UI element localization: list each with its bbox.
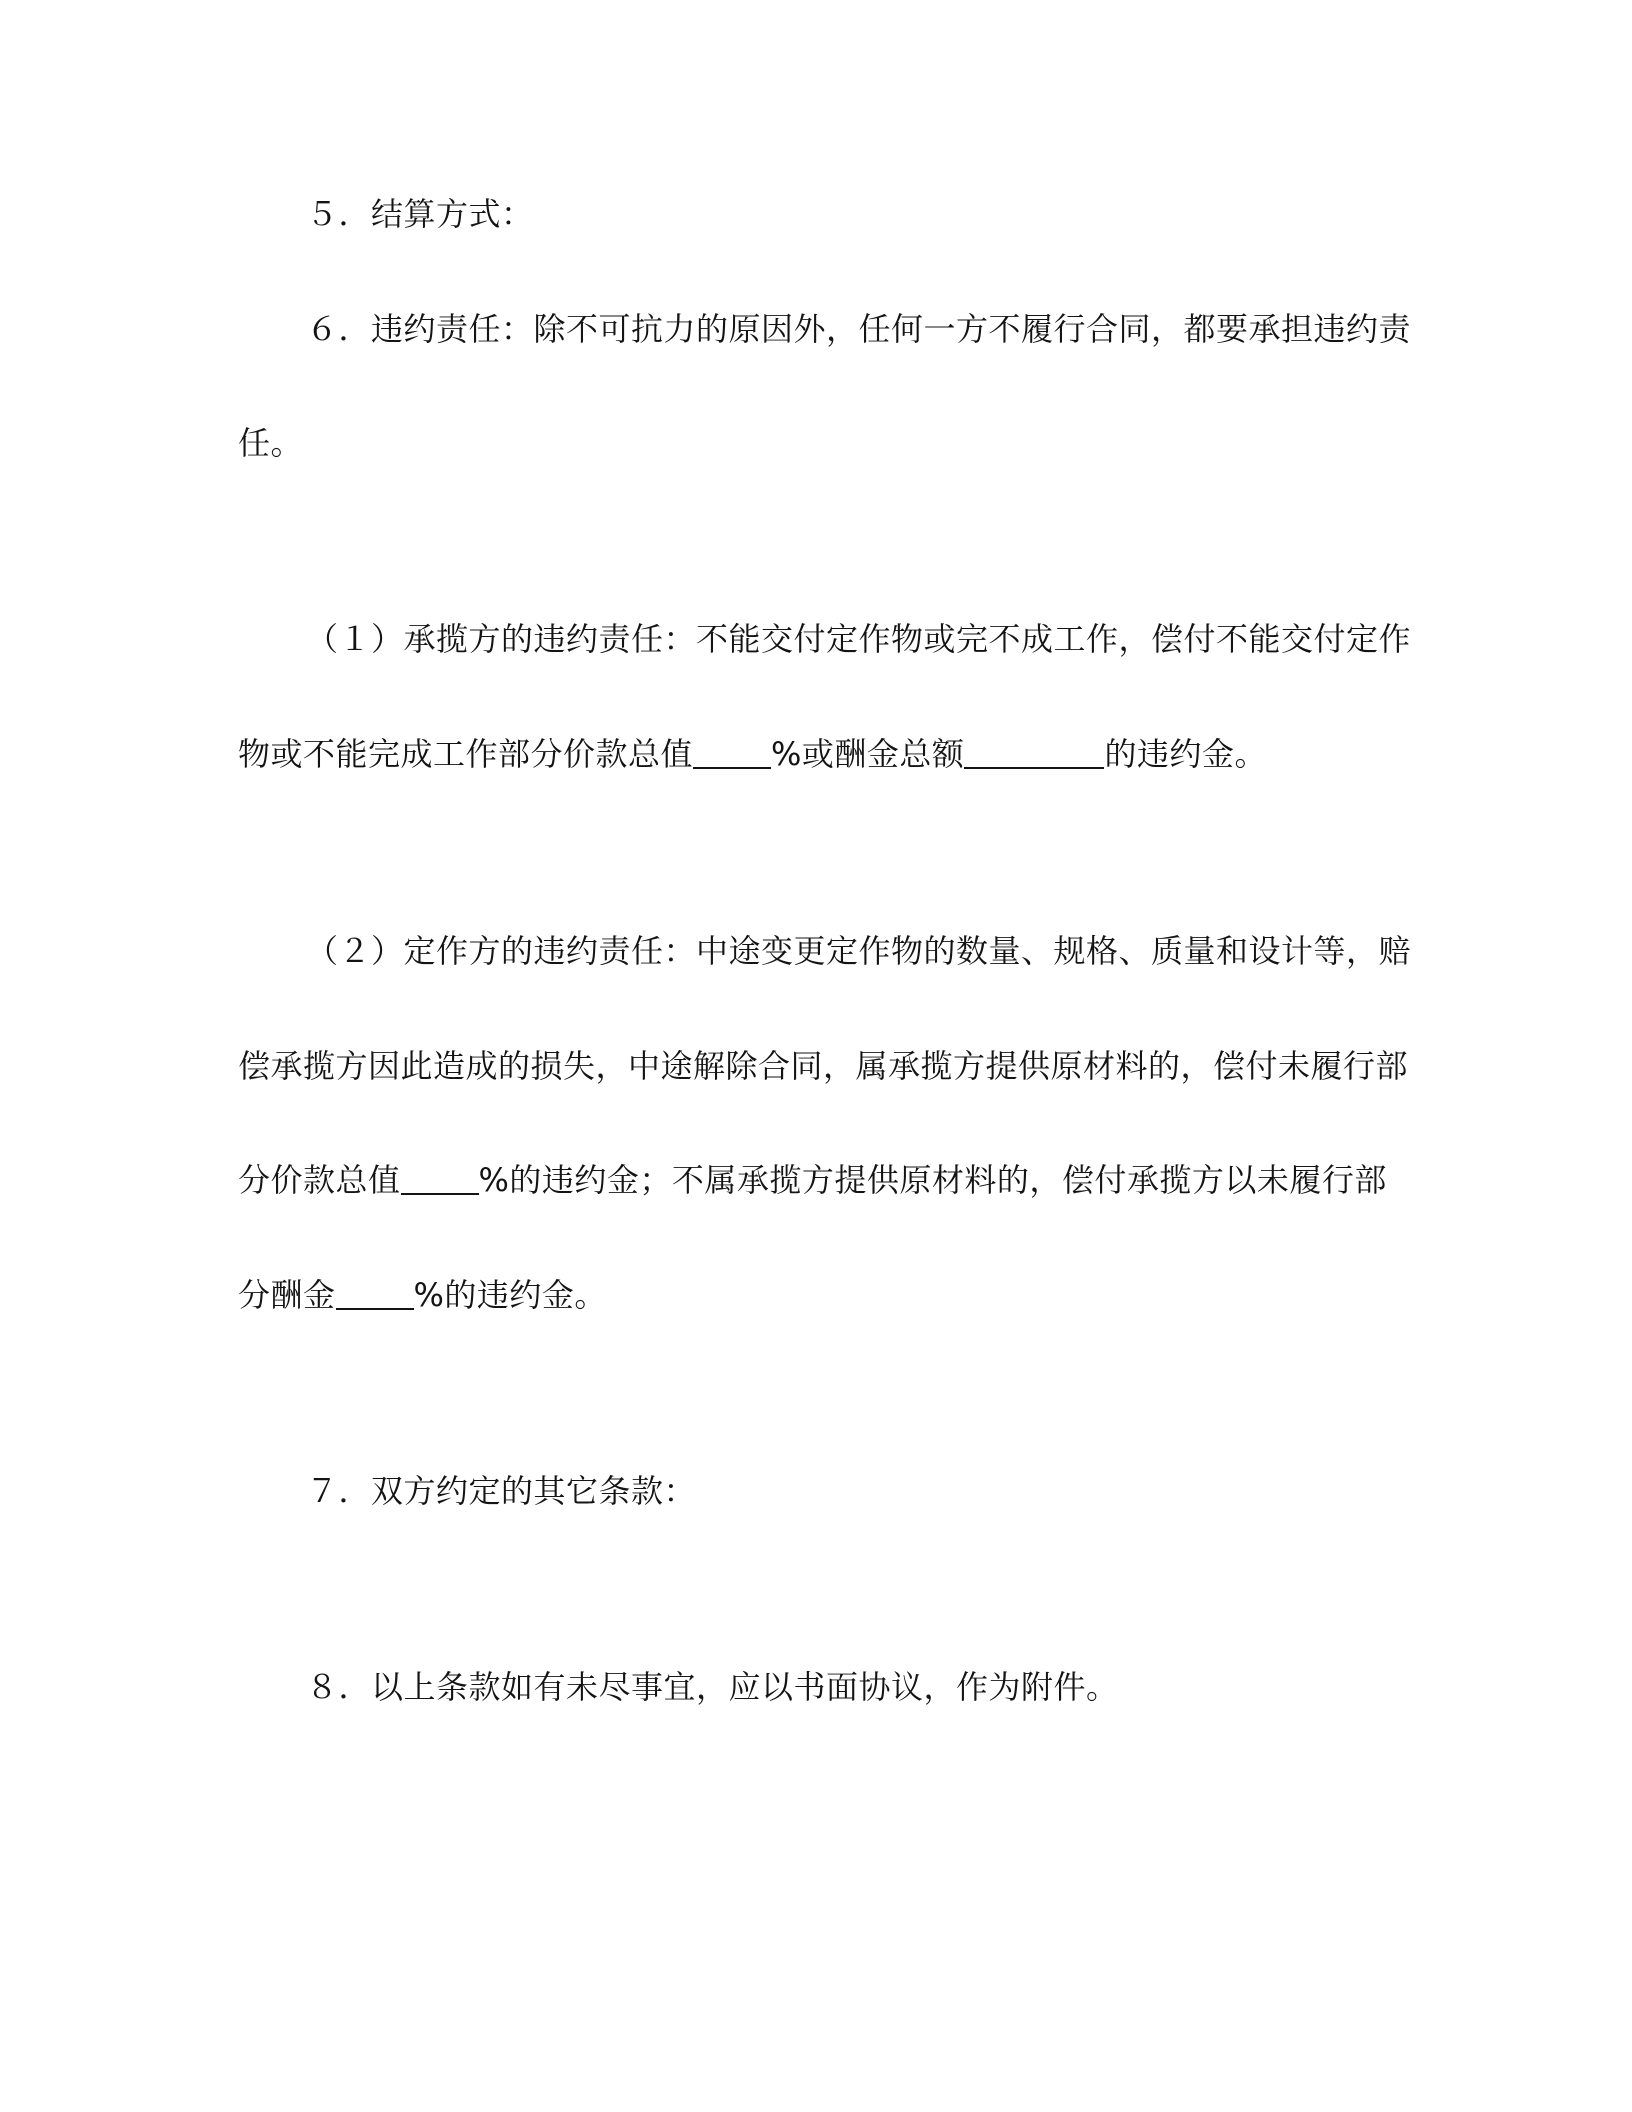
clause-6-line-2: 任。 (238, 424, 304, 462)
clause-6-1-text-a: 物或不能完成工作部分价款总值 (238, 735, 694, 773)
clause-6-2-text-a: 分价款总值 (238, 1161, 401, 1199)
clause-6-2-text-c: 分酬金 (238, 1276, 336, 1314)
clause-6-2-line-1: （２）定作方的违约责任：中途变更定作物的数量、规格、质量和设计等，赔 (306, 932, 1412, 970)
clause-6-line-1: ６．违约责任：除不可抗力的原因外，任何一方不履行合同，都要承担违约责 (306, 310, 1412, 348)
clause-6-2-line-4 (238, 1275, 607, 1315)
blank-field-percent-3[interactable] (336, 1278, 414, 1310)
clause-6-2-text-b: %的违约金；不属承揽方提供原材料的，偿付承揽方以未履行部 (478, 1161, 1387, 1199)
clause-6-2-line-2: 偿承揽方因此造成的损失，中途解除合同，属承揽方提供原材料的，偿付未履行部 (238, 1047, 1409, 1085)
clause-6-1-line-1: （１）承揽方的违约责任：不能交付定作物或完不成工作，偿付不能交付定作 (306, 620, 1412, 658)
clause-6-2-text-d: %的违约金。 (413, 1276, 607, 1314)
blank-field-percent-2[interactable] (401, 1163, 479, 1195)
clause-5-settlement: ５．结算方式： (306, 195, 534, 233)
clause-7-other-terms: ７．双方约定的其它条款： (306, 1472, 697, 1510)
clause-6-2-line-3 (238, 1160, 1387, 1200)
clause-8-supplement: ８．以上条款如有未尽事宜，应以书面协议，作为附件。 (306, 1668, 1119, 1706)
blank-field-remuneration-total[interactable] (964, 737, 1104, 769)
clause-6-1-text-b: %或酬金总额 (771, 735, 965, 773)
clause-6-1-line-2 (238, 734, 1267, 774)
blank-field-percent-1[interactable] (693, 737, 771, 769)
clause-6-1-text-c: 的违约金。 (1104, 735, 1267, 773)
